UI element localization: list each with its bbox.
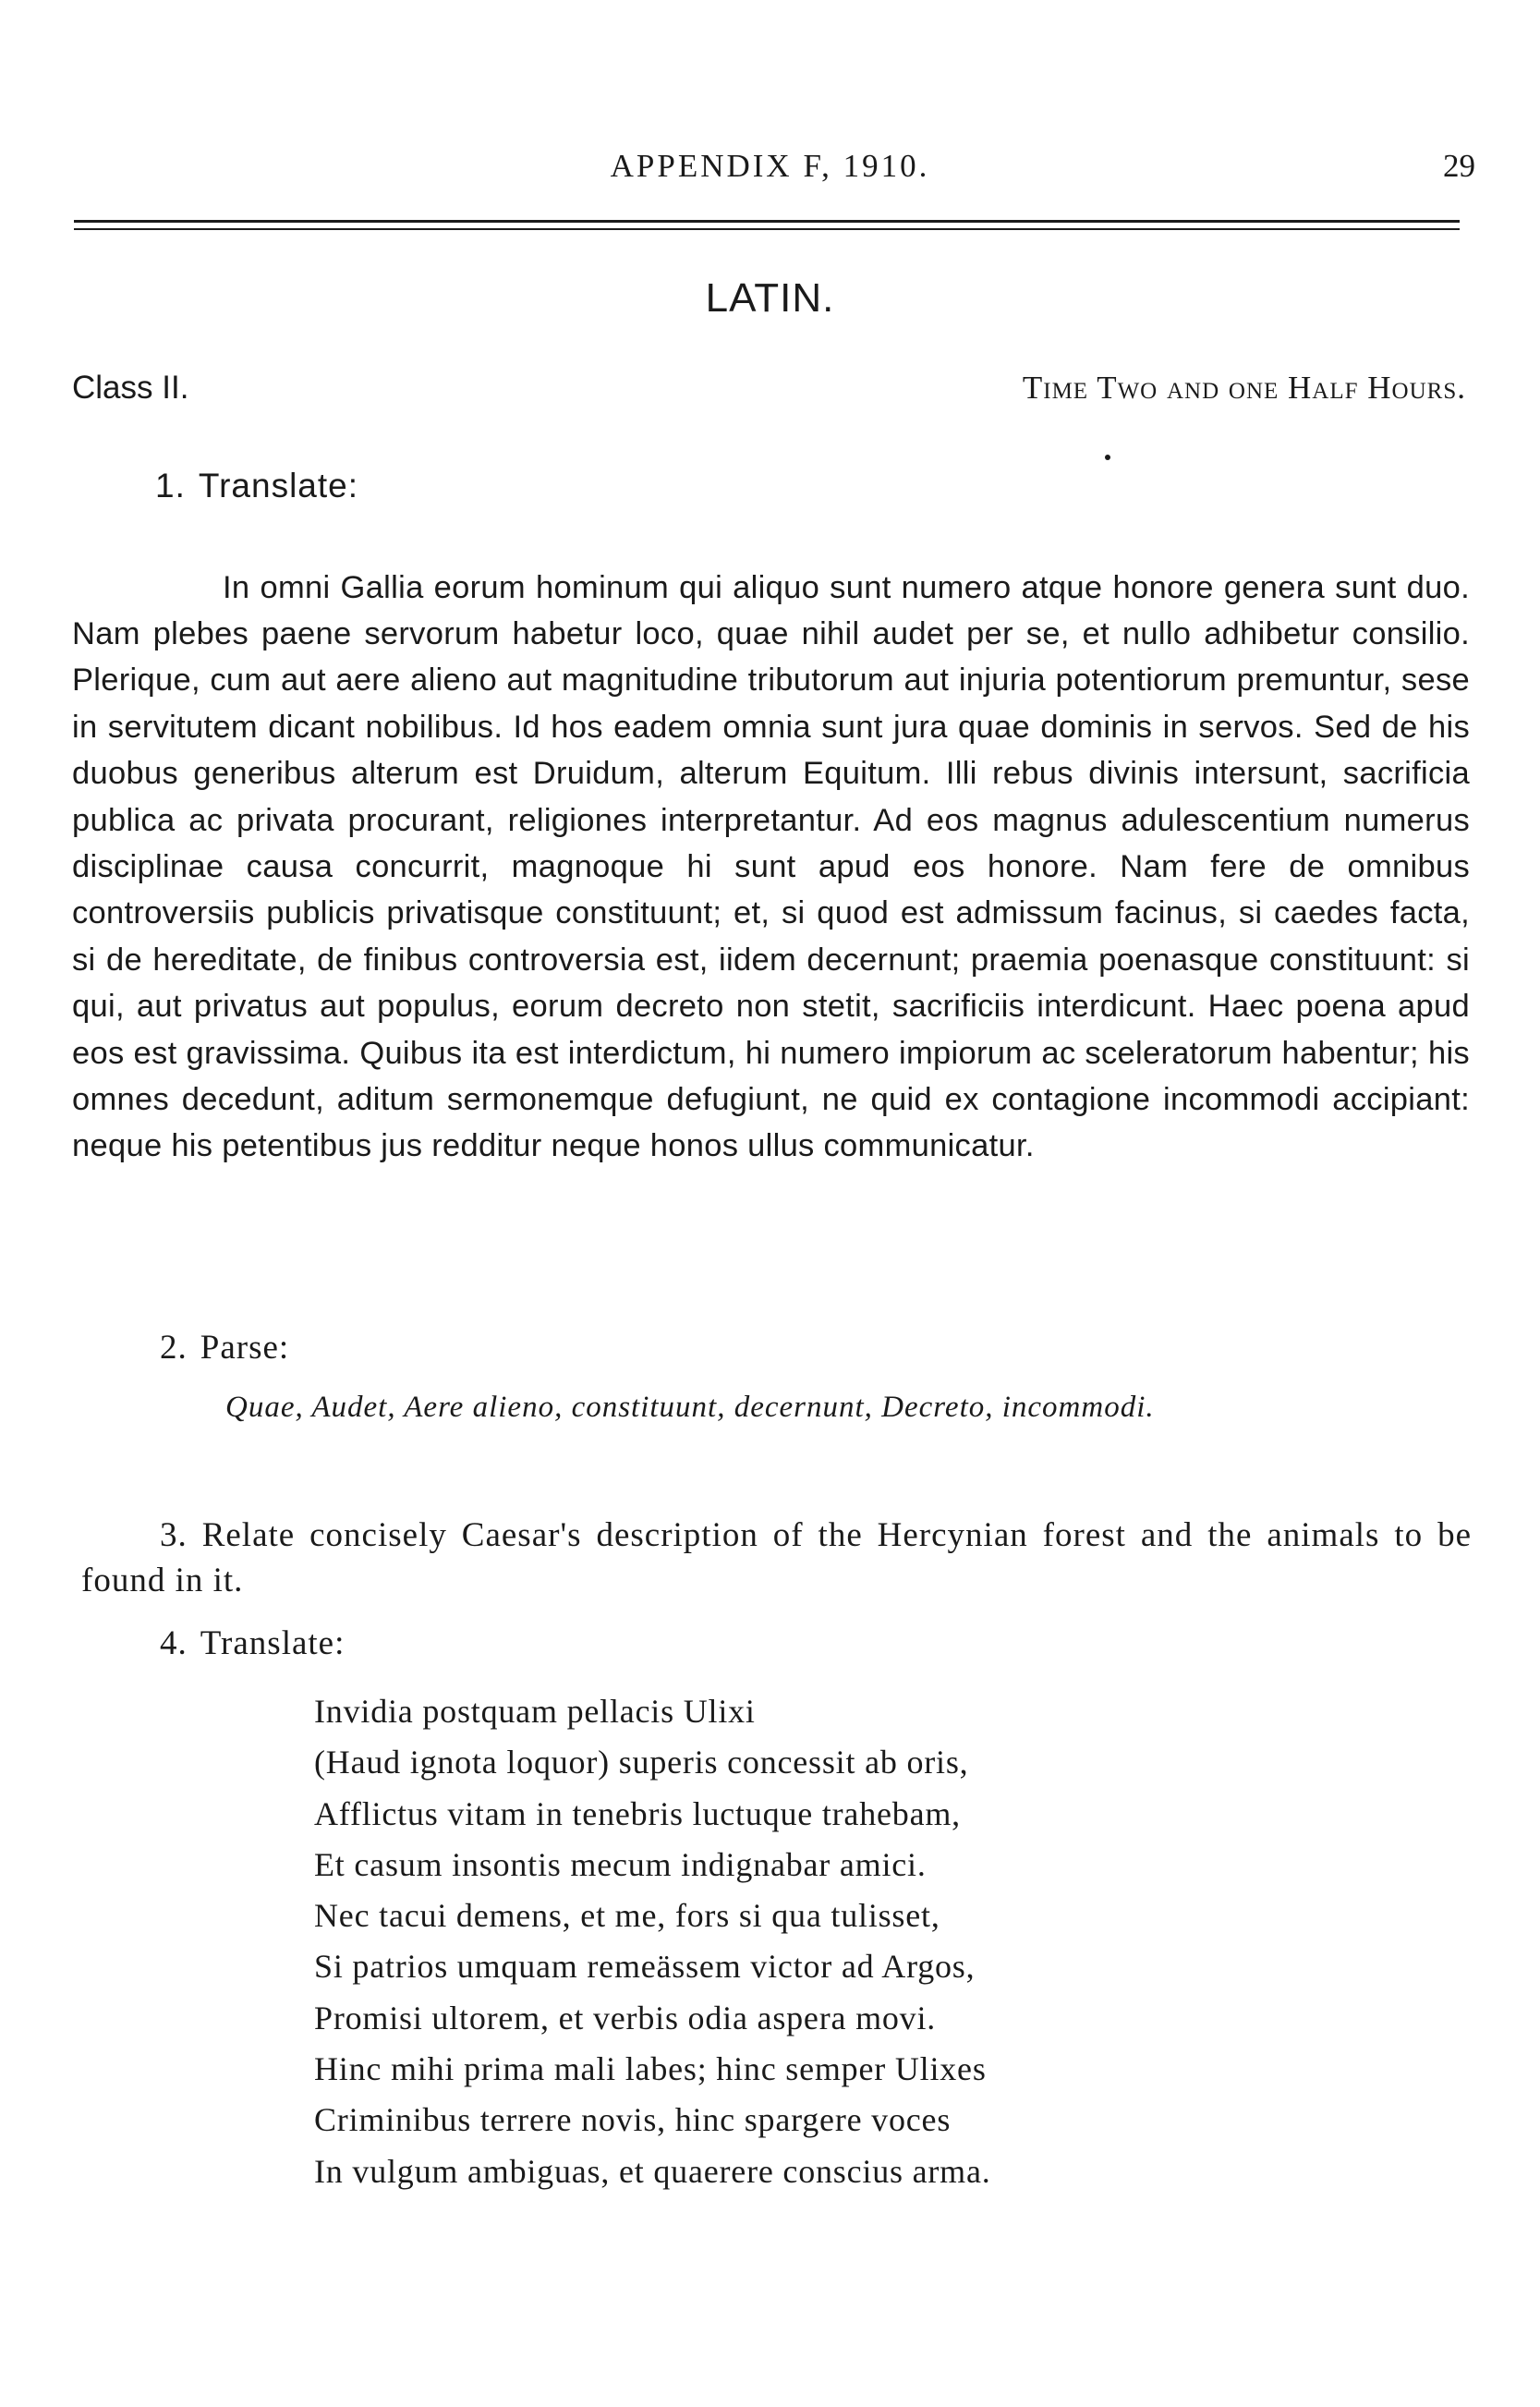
verse-line: Afflictus vitam in tenebris luctuque trahebam, — [314, 1794, 961, 1832]
question-4-verse — [314, 1686, 991, 2197]
verse-line: Nec tacui demens, et me, fors si qua tulisset, — [314, 1897, 940, 1935]
subject-title: LATIN. — [705, 275, 835, 321]
question-1-passage: In omni Gallia eorum hominum qui aliquo sunt numero atque honore genera sunt duo. Nam plebes paene servorum habetur loco, quae nihil audet per se, et nullo adhibetur consilio. Plerique, cum aut aere alieno aut magnitudine tributorum aut injuria potentiorum premuntur, sese in servitutem dicant nobilibus. Id hos eadem omnia sunt jura quae dominis in servos. Sed de his duobus generibus alterum est Druidum, alterum Equitum. Illi rebus divinis intersunt, sacrificia publica ac privata procurant, religiones interpretantur. Ad eos magnus adulescentium numerus disciplinae causa concurrit, magnoque hi sunt apud eos honore. Nam fere de omnibus controversiis publicis privatisque constituunt; et, si quod est admissum facinus, si caedes facta, si de hereditate, de finibus controversia est, iidem decernunt; praemia poenasque constituunt: si qui, aut privatus aut populus, eorum decreto non stetit, sacrificiis interdicunt. Haec poena apud eos est gravissima. Quibus ita est interdictum, hi numero impiorum ac sceleratorum habentur; his omnes decedunt, aditum sermonemque defugiunt, ne quid ex contagione incommodi accipiant: neque his petentibus jus redditur neque honos ullus communicatur. — [72, 569, 1470, 1164]
question-2-parse-words: Quae, Audet, Aere alieno, constituunt, decernunt, Decreto, incommodi. — [225, 1391, 1155, 1424]
class-label: Class II. — [72, 370, 189, 406]
question-1-heading — [155, 467, 358, 505]
verse-line: Si patrios umquam remeässem victor ad Argos, — [314, 1948, 976, 1986]
verse-line: Et casum insontis mecum indignabar amici. — [314, 1845, 927, 1883]
question-2-heading — [160, 1328, 289, 1368]
question-1-instruction: Translate: — [198, 467, 358, 504]
page-header — [0, 148, 1540, 203]
stray-dot — [1105, 455, 1110, 460]
question-3 — [81, 1513, 1472, 1603]
header-rule-thin — [74, 228, 1460, 230]
question-3-number: 3. — [160, 1516, 188, 1554]
running-head: APPENDIX F, 1910. — [610, 148, 930, 184]
verse-line: Criminibus terrere novis, hinc spargere voces — [314, 2101, 952, 2139]
question-4-heading — [160, 1623, 345, 1663]
verse-line: Invidia postquam pellacis Ulixi — [314, 1693, 756, 1730]
question-4-instruction: Translate: — [200, 1624, 346, 1662]
header-rule-thick — [74, 220, 1460, 223]
verse-line: In vulgum ambiguas, et quaerere conscius arma. — [314, 2152, 991, 2190]
verse-line: Hinc mihi prima mali labes; hinc semper Ulixes — [314, 2050, 987, 2088]
page-number: 29 — [1443, 148, 1475, 184]
verse-line: (Haud ignota loquor) superis concessit ab oris, — [314, 1744, 969, 1781]
question-4-number: 4. — [160, 1624, 188, 1662]
question-1-number: 1. — [155, 467, 186, 504]
time-label: Time Two and one Half Hours. — [1022, 370, 1466, 406]
question-2-number: 2. — [160, 1329, 188, 1367]
question-2-instruction: Parse: — [200, 1329, 290, 1367]
verse-line: Promisi ultorem, et verbis odia aspera movi. — [314, 1999, 937, 2036]
question-3-text: Relate concisely Caesar's description of the Hercynian forest and the animals to be found in it. — [81, 1516, 1472, 1599]
